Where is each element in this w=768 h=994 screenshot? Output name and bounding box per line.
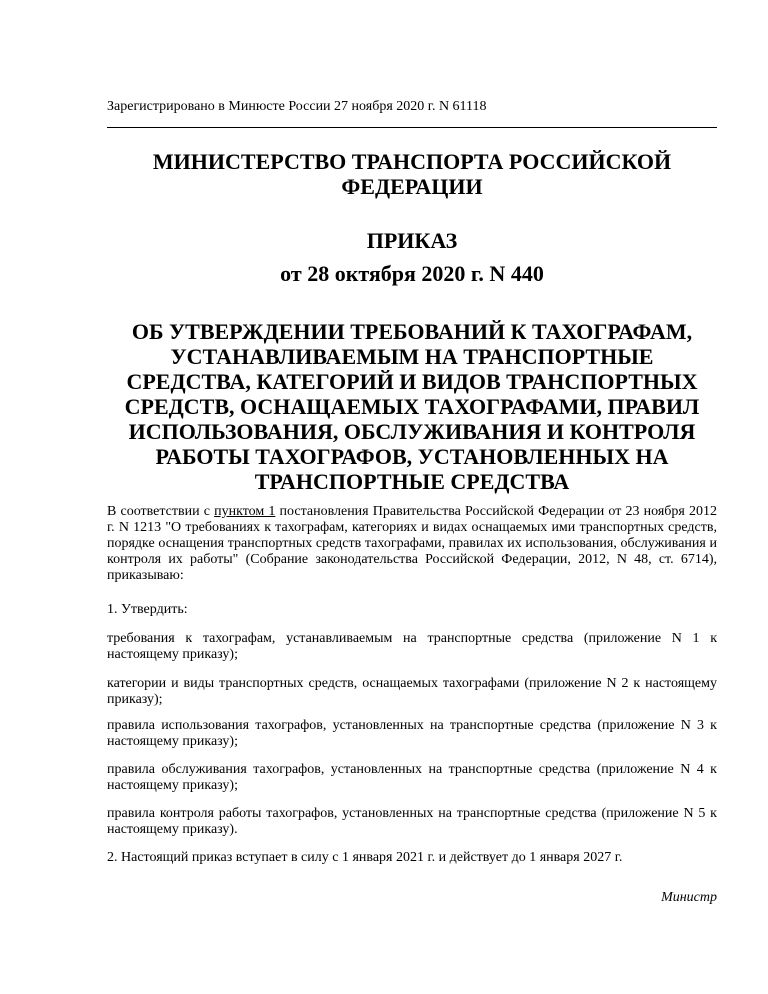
header-divider xyxy=(107,127,717,128)
approved-item-1: требования к тахографам, устанавливаемым на транспортные средства (приложение N 1 к настоящему приказу); xyxy=(107,631,717,662)
registration-note: Зарегистрировано в Минюсте России 27 ноября 2020 г. N 61118 xyxy=(107,99,487,114)
intro-text-end: постановления Правительства Российской Федерации от 23 ноября 2012 г. N 1213 "О требованиях к тахографам, категориях и видах оснащаемых ими транспортных средств, порядке оснащения транспортных средств тахографами, правилах их использования, обслуживания и контроля их работы" (Собрание законодательства Российской Федерации, 2012, N 48, ст. 6714), приказываю: xyxy=(107,504,717,583)
order-date: от 28 октября 2020 г. N 440 xyxy=(280,261,544,286)
effective-date-paragraph: 2. Настоящий приказ вступает в силу с 1 января 2021 г. и действует до 1 января 2027 г. xyxy=(107,850,623,865)
intro-paragraph xyxy=(107,504,717,584)
approved-item-3: правила использования тахографов, установленных на транспортные средства (приложение N 3 к настоящему приказу); xyxy=(107,718,717,749)
approved-item-5: правила контроля работы тахографов, установленных на транспортные средства (приложение N 5 к настоящему приказу). xyxy=(107,806,717,837)
order-subject: ОБ УТВЕРЖДЕНИИ ТРЕБОВАНИЙ К ТАХОГРАФАМ, УСТАНАВЛИВАЕМЫМ НА ТРАНСПОРТНЫЕ СРЕДСТВА, КАТЕГОРИЙ И ВИДОВ ТРАНСПОРТНЫХ СРЕДСТВ, ОСНАЩАЕМЫХ ТАХОГРАФАМИ, ПРАВИЛ ИСПОЛЬЗОВАНИЯ, ОБСЛУЖИВАНИЯ И КОНТРОЛЯ РАБОТЫ ТАХОГРАФОВ, УСТАНОВЛЕННЫХ НА ТРАНСПОРТНЫЕ СРЕДСТВА xyxy=(124,319,700,494)
approved-item-4: правила обслуживания тахографов, установленных на транспортные средства (приложение N 4 к настоящему приказу); xyxy=(107,762,717,793)
approved-item-2: категории и виды транспортных средств, оснащаемых тахографами (приложение N 2 к настоящему приказу); xyxy=(107,676,717,707)
intro-text-start: В соответствии с xyxy=(107,504,215,519)
point-1-link[interactable]: пунктом 1 xyxy=(214,504,276,519)
signature-title: Министр xyxy=(661,890,717,905)
ministry-heading: МИНИСТЕРСТВО ТРАНСПОРТА РОССИЙСКОЙ ФЕДЕРАЦИИ xyxy=(152,149,672,199)
order-title: ПРИКАЗ xyxy=(366,228,458,253)
approve-paragraph: 1. Утвердить: xyxy=(107,602,188,617)
